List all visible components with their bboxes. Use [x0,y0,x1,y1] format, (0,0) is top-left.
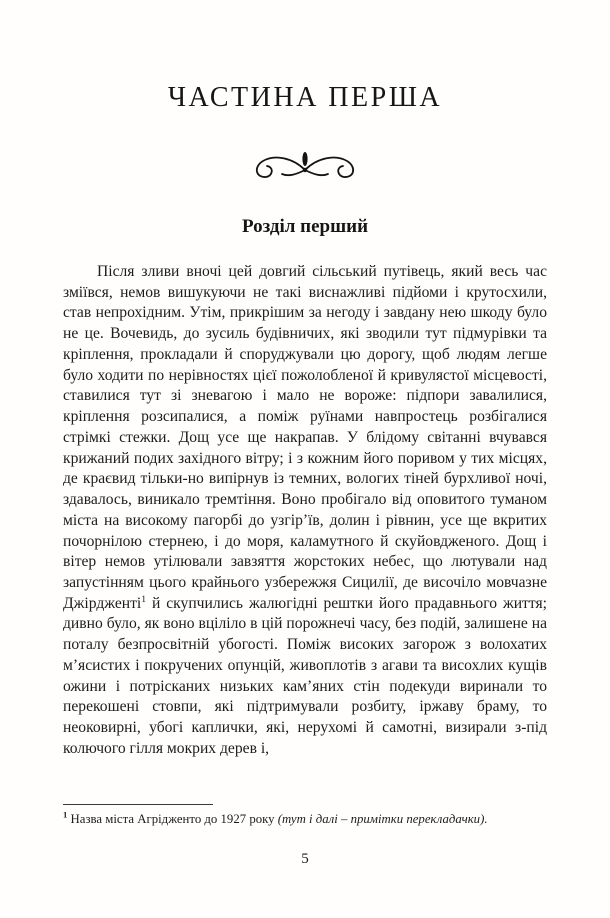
chapter-title: Розділ перший [241,216,369,237]
footnote [63,811,547,828]
body-paragraph [63,262,547,760]
footnote-divider [63,804,213,805]
body-text-after-ref: й скупчились жалюгідні рештки його прадавнього життя; дивно було, як воно вціліло в цій порожнечі часу, без подій, залишене на поталу безпросвітній убогості. Поміж високих загорож з волохатих м’ясистих і покручених опунцій, живоплотів з агави та висохлих кущів ожини і потрісканих низьких кам’яних стін подекуди виринали то перекошені стовпи, які підтримували розбиту, іржаву браму, то неоковирні, убогі каплички, які, нерухомі й самотні, визирали з-під колючого гілля мокрих дерев і, [63,594,547,757]
footnote-block [63,796,547,828]
footnote-marker: 1 [63,809,68,820]
footnote-text: Назва міста Агрідженто до 1927 року [70,811,278,826]
part-title: ЧАСТИНА ПЕРША [167,82,443,113]
footnote-italic-note: (тут і далі – примітки перекладачки). [277,811,488,826]
page-number: 5 [301,851,309,867]
footnote-reference: 1 [141,593,147,605]
divider-ornament-icon [241,150,369,184]
body-text-before-ref: Після зливи вночі цей довгий сільський путівець, який весь час зміївся, немов вишукуючи не такі виснажливі підйоми і крутосхили, став непрохідним. Утім, прикрішим за негоду і завдану нею шкоду було не це. Вочевидь, до зусиль будівничих, які зводили тут підмурівки та кріплення, прокладали й споруджували цю дорогу, щоб людям легше було ходити по нерівностях цієї пожолобленої й кривулястої місцевості, ставилися тут зі зневагою і мало не вороже: підпори завалилися, кріплення розсипалися, а поміж руїнами навпростець розбігалися стрімкі стежки. Дощ усе ще накрапав. У блідому світанні вчувався крижаний подих західного вітру; і з кожним його поривом у тих місцях, де краєвид тільки-но випірнув із темних, вологих тіней бурхливої ночі, здавалось, виникало тремтіння. Воно пробігало від оповитого туманом міста на високому пагорбі до узгір’їв, долин і рівнин, усе ще вкритих почорнілою стернею, і до моря, каламутного й скуйовдженого. Дощ і вітер немов утілювали завзяття жорстоких небес, що лютували над запустінням цього крайнього узбережжя Сицилії, де височіло мовчазне Джірдженті [63,263,547,612]
